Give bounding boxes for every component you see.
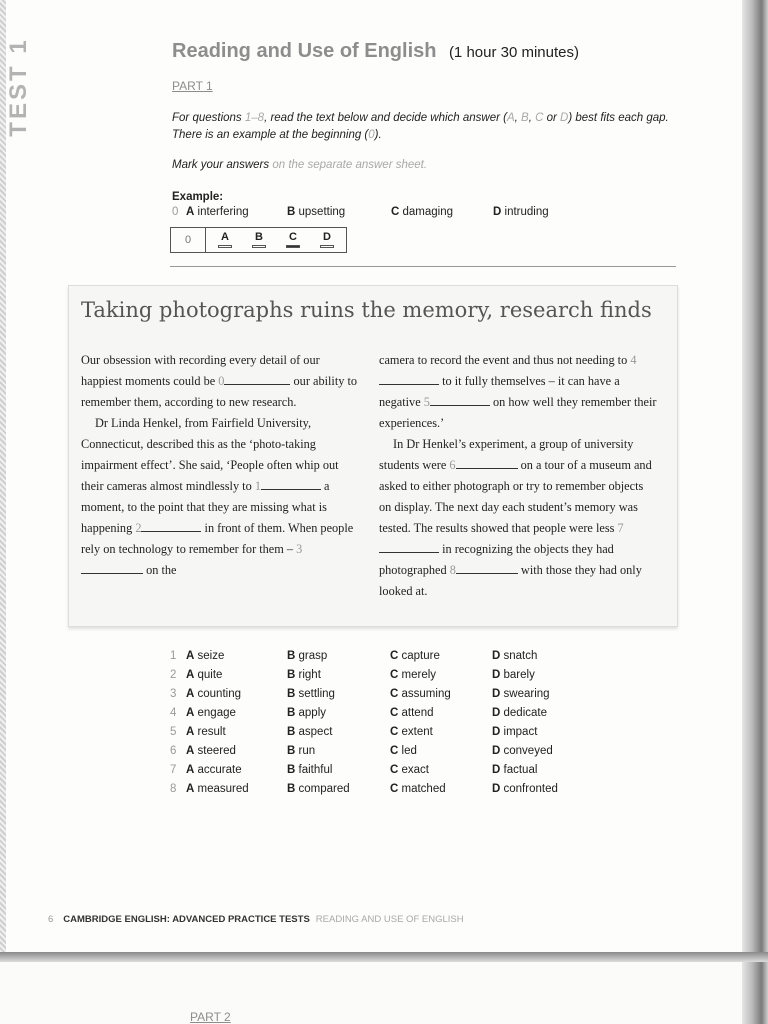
answer-bubble-b [252, 245, 266, 248]
page-footer [48, 914, 464, 925]
article-box [68, 285, 678, 627]
gap-blank [379, 374, 439, 385]
answer-box-number: 0 [171, 228, 206, 252]
title-row [172, 40, 579, 63]
question-row: 1 A seize B grasp C capture D snatch [170, 650, 538, 662]
answer-option-c: C [289, 231, 297, 243]
gap-number: 7 [617, 521, 624, 535]
page-fold-shadow [0, 952, 768, 962]
paragraph: Dr Linda Henkel, from Fairfield University, Connecticut, described this as the ‘photo-taking impairment effect’. She said, ‘People often whip out their cameras almost mindlessly to 1 a moment, to the point that they are missing what is happening 2 in front of them. When people rely on technology to remember for them – 3 on the [81, 416, 354, 577]
page-stack-edge [742, 0, 768, 1024]
gap-number: 1 [254, 479, 261, 493]
question-row: 3 A counting B settling C assuming D swearing [170, 688, 550, 700]
gap-number: 0 [218, 374, 225, 388]
gap-blank [430, 395, 490, 406]
duration: (1 hour 30 minutes) [448, 44, 580, 61]
example-option-a: A interfering [186, 206, 249, 218]
paragraph: Our obsession with recording every detail of our happiest moments could be 0 our ability to remember them, according to new research. [81, 353, 358, 409]
question-row: 2 A quite B right C merely D barely [170, 669, 535, 681]
instructions: For questions 1–8, read the text below and decide which answer (A, B, C or D) best fits each gap. There is an example at the beginning (0). [172, 112, 669, 141]
gap-number: 8 [449, 563, 456, 577]
article-column-left [81, 350, 359, 581]
mark-instructions: Mark your answers on the separate answer sheet. [172, 159, 428, 171]
gap-number: 4 [630, 353, 637, 367]
example-option-b: B upsetting [287, 206, 346, 218]
example-option-d: D intruding [493, 206, 549, 218]
article-column-right [379, 350, 657, 602]
gap-blank [379, 542, 439, 553]
gap-blank [456, 458, 518, 469]
answer-options-table [170, 650, 590, 802]
gap-blank [81, 563, 143, 574]
gap-number: 2 [135, 521, 142, 535]
gap-blank [261, 479, 321, 490]
page-number: 6 [48, 914, 54, 925]
gap-number: 6 [449, 458, 456, 472]
example-answer-box [170, 227, 347, 253]
answer-option-d: D [323, 231, 331, 243]
answer-bubble-c-filled [286, 245, 300, 248]
answer-bubble-d [320, 245, 334, 248]
book-title: CAMBRIDGE ENGLISH: ADVANCED PRACTICE TESTS [63, 914, 310, 925]
answer-option-a: A [221, 231, 229, 243]
gap-blank [141, 521, 201, 532]
gap-number: 3 [296, 542, 303, 556]
example-option-c: C damaging [391, 206, 454, 218]
question-row: 6 A steered B run C led D conveyed [170, 745, 553, 757]
part-heading: PART 1 [172, 79, 213, 93]
example-label: Example: [172, 191, 224, 203]
test-tab: TEST 1 [5, 37, 32, 137]
page-title: Reading and Use of English [172, 40, 437, 62]
example-options [172, 206, 592, 222]
section-name: READING AND USE OF ENGLISH [315, 914, 464, 925]
example-number: 0 [172, 206, 179, 218]
question-row: 4 A engage B apply C attend D dedicate [170, 707, 547, 719]
gap-number: 5 [423, 395, 430, 409]
question-row: 7 A accurate B faithful C exact D factual [170, 764, 538, 776]
divider [170, 266, 676, 267]
next-page [0, 962, 742, 1024]
next-part-heading: PART 2 [190, 1010, 231, 1024]
question-row: 5 A result B aspect C extent D impact [170, 726, 538, 738]
answer-bubble-a [218, 245, 232, 248]
paragraph: camera to record the event and thus not needing to 4 to it fully themselves – it can have a negative 5 on how well they remember their experiences.’ [379, 353, 657, 430]
question-row: 8 A measured B compared C matched D confronted [170, 783, 558, 795]
page-edge-pattern [0, 0, 6, 955]
answer-option-b: B [255, 231, 263, 243]
gap-blank [224, 374, 290, 385]
gap-blank [456, 563, 518, 574]
article-headline: Taking photographs ruins the memory, research finds [81, 298, 652, 322]
paragraph: In Dr Henkel’s experiment, a group of university students were 6 on a tour of a museum and asked to either photograph or try to remember objects on display. The next day each student’s memory was tested. The results showed that people were less 7 in recognizing the objects they had photographed 8 with those they had only looked at. [379, 437, 652, 598]
